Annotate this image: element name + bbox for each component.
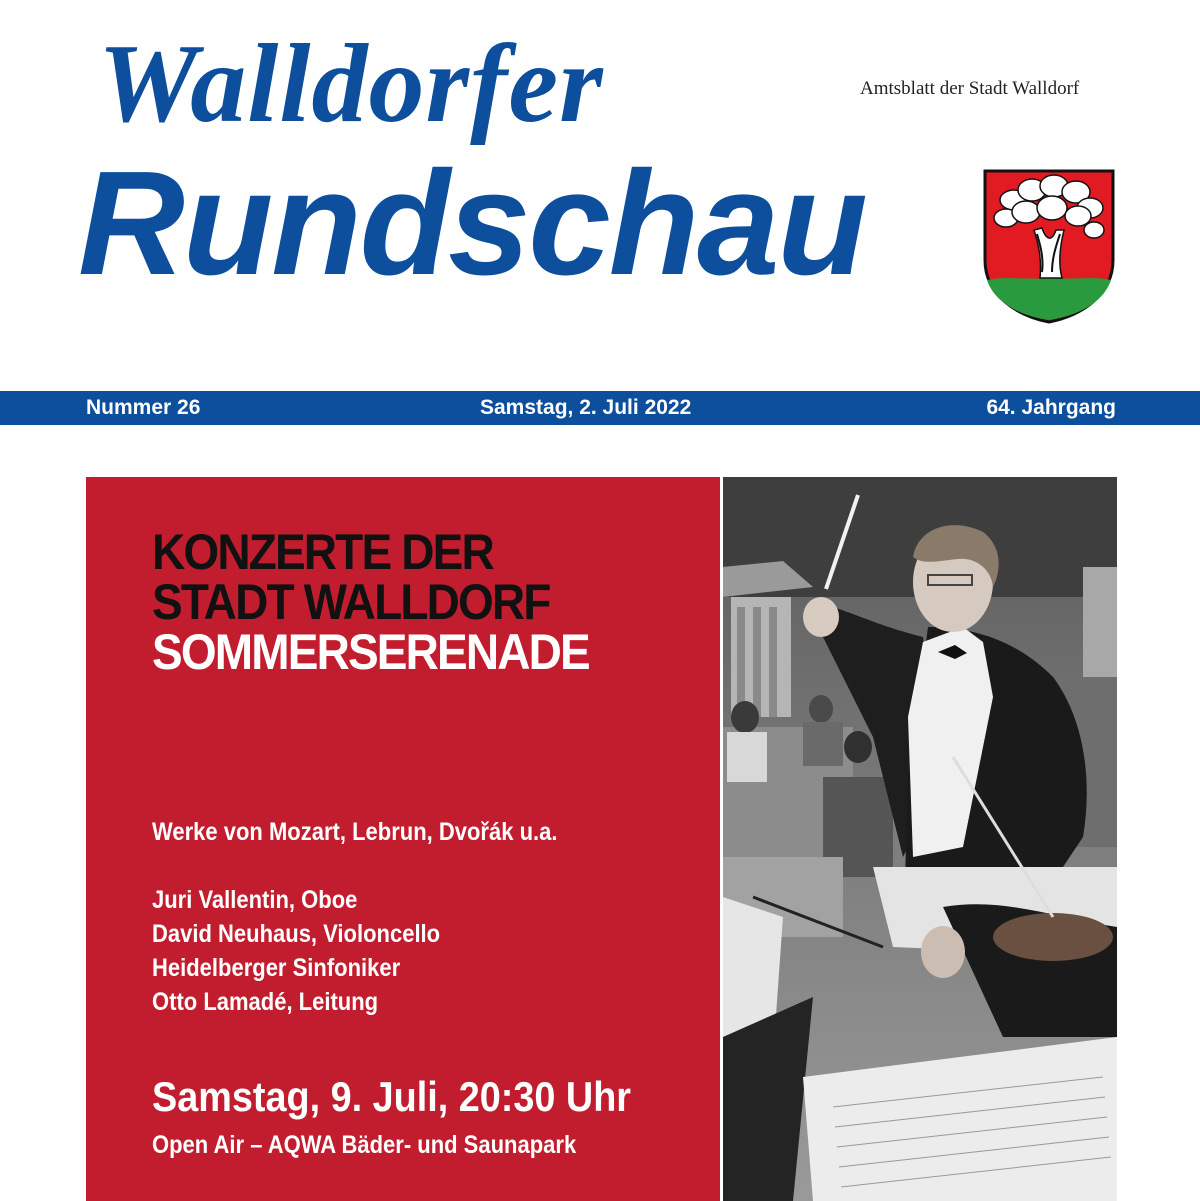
performer-line: Otto Lamadé, Leitung <box>152 988 379 1016</box>
masthead-title-rundschau: Rundschau <box>78 141 866 306</box>
conductor-photo <box>723 477 1117 1201</box>
performer-line: Heidelberger Sinfoniker <box>152 954 401 982</box>
walldorf-coat-of-arms-icon <box>982 168 1116 324</box>
headline-line-3: SOMMERSERENADE <box>152 624 589 680</box>
concert-poster-panel <box>86 477 720 1201</box>
issue-date: Samstag, 2. Juli 2022 <box>480 396 692 419</box>
details-spacer <box>152 849 557 883</box>
performer-line: Juri Vallentin, Oboe <box>152 886 358 914</box>
headline-line-2: STADT WALLDORF <box>152 574 550 630</box>
issue-info-bar <box>0 391 1200 425</box>
issue-volume: 64. Jahrgang <box>986 396 1116 419</box>
works-line: Werke von Mozart, Lebrun, Dvořák u.a. <box>152 818 558 846</box>
performer-line: David Neuhaus, Violoncello <box>152 920 441 948</box>
masthead-title-walldorfer: Walldorfer <box>98 22 604 146</box>
poster-details <box>152 815 557 1019</box>
event-datetime: Samstag, 9. Juli, 20:30 Uhr <box>152 1073 631 1120</box>
conductor-photo-illustration <box>723 477 1117 1201</box>
issue-number: Nummer 26 <box>86 396 201 419</box>
headline-line-1: KONZERTE DER <box>152 524 493 580</box>
event-venue: Open Air – AQWA Bäder- und Saunapark <box>152 1131 577 1159</box>
poster-headline <box>152 524 589 680</box>
masthead-subtitle: Amtsblatt der Stadt Walldorf <box>860 78 1080 99</box>
